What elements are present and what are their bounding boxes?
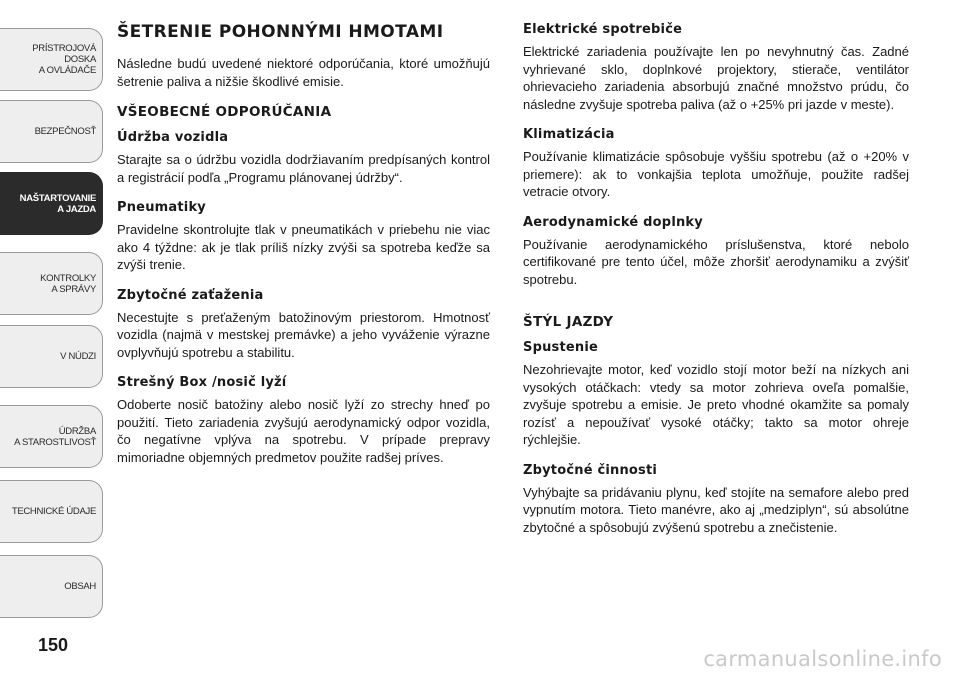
page-number: 150 — [38, 635, 69, 655]
paragraph: Elektrické zariadenia používajte len po nevyhnutný čas. Zadné vyhrievané sklo, doplnkové projektory, stierače, ventilátor ohrievacieho zariadenia absorbujú značné množstvo prúdu, čo následne zvyšuje spotreba paliva (až o +25% pri jazde v meste). — [523, 44, 909, 112]
subheading: Klimatizácia — [523, 127, 615, 142]
intro-paragraph: Následne budú uvedené niektoré odporúčania, ktoré umožňujú šetrenie paliva a nižšie škodlivé emisie. — [117, 56, 490, 89]
tab-line: A OVLÁDAČE — [38, 65, 96, 76]
tab-line: A JAZDA — [57, 203, 96, 215]
left-column — [117, 22, 490, 480]
sidebar-tab-nastartovanie[interactable] — [0, 172, 103, 235]
sidebar-tab-obsah[interactable] — [0, 555, 103, 618]
tab-line: BEZPEČNOSŤ — [34, 126, 96, 137]
sidebar-tab-bezpecnost[interactable] — [0, 100, 103, 163]
sidebar-tab-v-nudzi[interactable] — [0, 325, 103, 388]
paragraph: Necestujte s preťaženým batožinovým priestorom. Hmotnosť vozidla (najmä v mestskej premávke) a jeho vyváženie výrazne ovplyvňujú spotrebu a stabilitu. — [117, 309, 490, 360]
tab-line: NAŠTARTOVANIE — [19, 192, 96, 204]
tab-line: A SPRÁVY — [51, 283, 96, 295]
tab-line: OBSAH — [64, 581, 96, 592]
tab-line: ÚDRŽBA — [58, 425, 96, 437]
subheading: Pneumatiky — [117, 200, 206, 215]
tab-line: KONTROLKY — [40, 272, 96, 284]
tab-line: TECHNICKÉ ÚDAJE — [11, 506, 96, 517]
tab-line: PRÍSTROJOVÁ — [32, 43, 96, 54]
subheading: Spustenie — [523, 340, 599, 355]
section-heading-driving-style: ŠTÝL JAZDY — [523, 314, 614, 330]
subheading: Aerodynamické doplnky — [523, 214, 703, 230]
page-title: ŠETRENIE POHONNÝMI HMOTAMI — [117, 22, 444, 42]
watermark: carmanualsonline.info — [703, 647, 942, 671]
sidebar-tab-udrzba[interactable] — [0, 405, 103, 468]
paragraph: Odoberte nosič batožiny alebo nosič lyží zo strechy hneď po použití. Tieto zariadenia zvyšujú aerodynamický odpor vozidla, čo negatívne vplýva na spotrebu. V prípade prepravy mimoriadne objemných predmetov použite radšej príves. — [117, 397, 490, 465]
paragraph: Nezohrievajte motor, keď vozidlo stojí motor beží na nízkych ani vysokých otáčkach: vtedy sa motor zohrieva oveľa pomalšie, zvyšuje spotrebu a emisie. Je preto vhodné okamžite sa pomaly rozísť a nepoužívať vysoké otáčky; takto sa motor ohreje rýchlejšie. — [523, 362, 909, 447]
section-heading-general: VŠEOBECNÉ ODPORÚČANIA — [117, 104, 332, 120]
sidebar-tab-technicke[interactable] — [0, 480, 103, 543]
paragraph: Vyhýbajte sa pridávaniu plynu, keď stojíte na semafore alebo pred vypnutím motora. Tieto manévre, ako aj „medziplyn“, sú absolútne zbytočné a spôsobujú zvýšenú spotrebu a znečistenie. — [523, 484, 909, 535]
subheading: Zbytočné činnosti — [523, 462, 658, 478]
tab-line: DOSKA — [64, 54, 96, 65]
sidebar-tab-pristrojova[interactable] — [0, 28, 103, 91]
paragraph: Používanie klimatizácie spôsobuje vyššiu spotrebu (až o +20% v priemere): ak to vonkajšia teplota umožňuje, použite radšej vetracie otvory. — [523, 149, 909, 199]
tab-line: A STAROSTLIVOSŤ — [14, 436, 96, 448]
paragraph: Starajte sa o údržbu vozidla dodržiavaním predpísaných kontrol a registrácií podľa „Programu plánovanej údržby“. — [117, 152, 490, 185]
subheading: Zbytočné zaťaženia — [117, 287, 264, 303]
paragraph: Používanie aerodynamického príslušenstva, ktoré nebolo certifikované pre tento účel, môže zhoršiť aerodynamiku a zvýšiť spotrebu. — [523, 236, 909, 287]
subheading: Elektrické spotrebiče — [523, 22, 683, 37]
subheading: Údržba vozidla — [117, 130, 229, 145]
sidebar-tab-kontrolky[interactable] — [0, 252, 103, 315]
paragraph: Pravidelne skontrolujte tlak v pneumatikách v priebehu nie viac ako 4 týždne: ak je tlak príliš nízky zvýši sa spotreba keďže sa zvýši trenie. — [117, 222, 490, 272]
subheading: Strešný Box /nosič lyží — [117, 375, 287, 390]
right-column — [523, 22, 909, 550]
tab-line: V NÚDZI — [60, 351, 96, 362]
